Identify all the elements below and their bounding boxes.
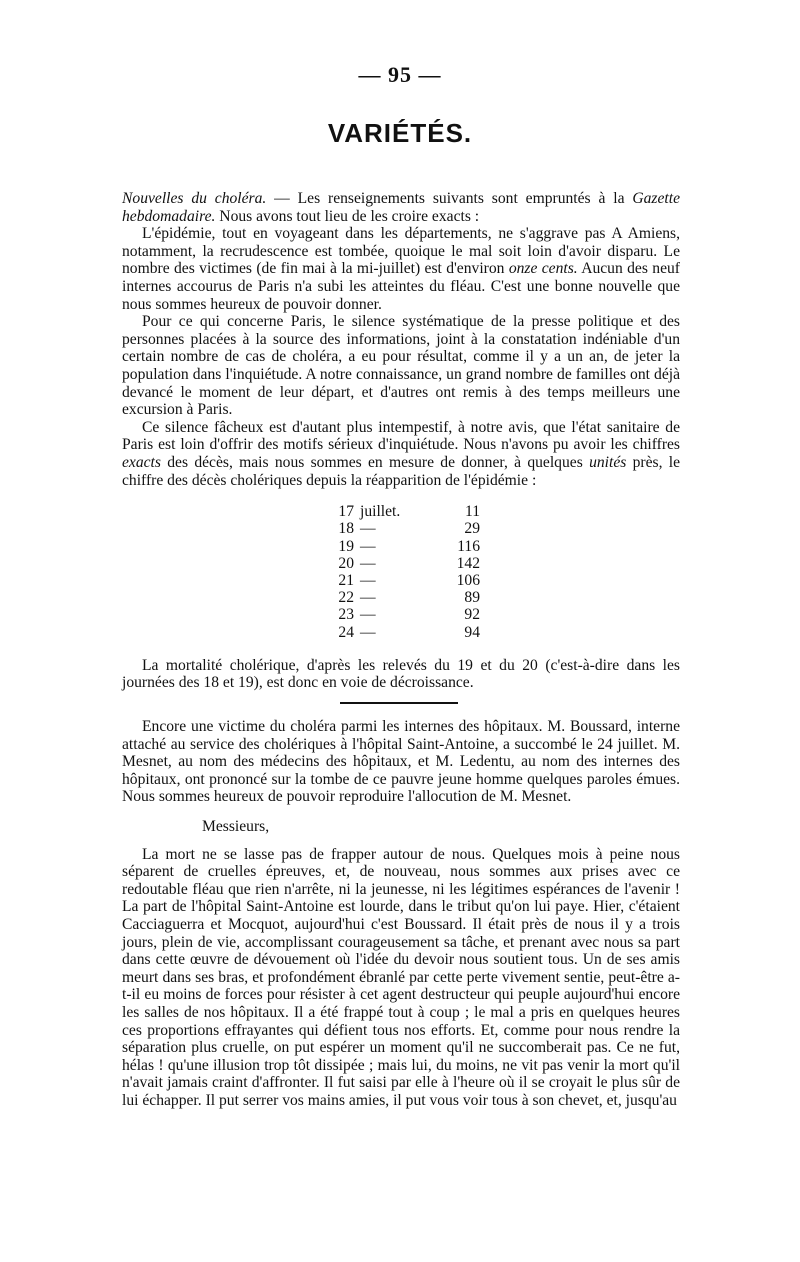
section-divider xyxy=(340,702,458,704)
page-number: — 95 — xyxy=(358,62,442,87)
source-name: Gazette hebdomadaire. xyxy=(122,190,680,225)
cholera-news-lead: Nouvelles du choléra. xyxy=(122,190,267,207)
conclusion-paragraph: La mortalité cholérique, d'après les relevés du 19 et du 20 (c'est-à-dire dans les journées des 18 et 19), est donc en voie de décroissance. xyxy=(122,656,680,692)
amiens-paragraph: L'épidémie, tout en voyageant dans les départements, ne s'aggrave pas A Amiens, notamment, la recrudescence est tombée, quoique le mal soit loin d'avoir disparu. Le nombre des victimes (de fin mai à la mi-juillet) est d'environ onze cents. Aucun des neuf internes accourus de Paris n'a subi les atteintes du fléau. C'est une bonne nouvelle que nous sommes heureux de pouvoir donner. xyxy=(122,225,680,313)
deaths-table xyxy=(314,503,494,641)
boussard-section xyxy=(122,718,680,1109)
table-row: 18 — 29 xyxy=(338,520,480,538)
paris-paragraph: Pour ce qui concerne Paris, le silence systématique de la presse politique et des personnes placées à la source des informations, joint à la constatation indéniable d'un certain nombre de cas de choléra, a eu pour résultat, comme il y a un an, de jeter la population dans l'inquiétude. A notre connaissance, un grand nombre de familles ont déjà devancé le moment de leur départ, et d'autres ont remis à des temps meilleurs une excursion à Paris. xyxy=(122,313,680,419)
table-row: 22 — 89 xyxy=(338,589,480,607)
table-row: 19 — 116 xyxy=(338,537,480,555)
table-row: 24 — 94 xyxy=(338,623,480,641)
section-title: VARIÉTÉS. xyxy=(327,118,473,148)
table-row: 17 juillet. 11 xyxy=(338,503,480,521)
table-row: 20 — 142 xyxy=(338,554,480,572)
silence-paragraph: Ce silence fâcheux est d'autant plus intempestif, à notre avis, que l'état sanitaire de Paris est loin d'offrir des motifs sérieux d'inquiétude. Nous n'avons pu avoir les chiffres exacts des décès, mais nous sommes en mesure de donner, à quelques unités près, le chiffre des décès cholériques depuis la réapparition de l'épidémie : xyxy=(122,418,681,489)
boussard-intro-paragraph: Encore une victime du choléra parmi les internes des hôpitaux. M. Boussard, interne attaché au service des cholériques à l'hôpital Saint-Antoine, a succombé le 24 juillet. M. Mesnet, au nom des médecins des hôpitaux, et M. Ledentu, au nom des internes des hôpitaux, ont prononcé sur la tombe de ce pauvre jeune homme quelques paroles émues. Nous sommes heureux de pouvoir reproduire l'allocution de M. Mesnet. xyxy=(122,718,680,806)
salutation: Messieurs, xyxy=(202,817,270,835)
cholera-news-section xyxy=(122,190,680,692)
cholera-news-intro: Nouvelles du choléra. — Les renseignements suivants sont empruntés à la Gazette hebdomadaire. Nous avons tout lieu de les croire exacts : xyxy=(122,190,680,225)
table-row: 21 — 106 xyxy=(338,571,480,589)
speech-paragraph: La mort ne se lasse pas de frapper autour de nous. Quelques mois à peine nous séparent de cruelles épreuves, et, de nouveau, nous sommes aux prises avec ce redoutable fléau que rien n'arrête, ni la jeunesse, ni les légitimes espérances de l'avenir ! La part de l'hôpital Saint-Antoine est lourde, dans le tribut qu'on lui paye. Hier, c'étaient Cacciaguerra et Mocquot, aujourd'hui c'est Boussard. Il était près de nous il y a trois jours, plein de vie, accomplissant courageusement sa tâche, et prenant avec nous sa part dans cette œuvre de dévouement où l'idée du devoir nous soutient tous. Un de ses amis meurt dans ses bras, et profondément ébranlé par cette perte vivement sentie, peut-être a-t-il eu moins de forces pour résister à cet agent destructeur qui peuple aujourd'hui encore les salles de nos hôpitaux. Il a été frappé tout à coup ; le mal a pris en quelques heures ces proportions effrayantes qui défient tous nos efforts. Et, comme pour nous rendre la séparation plus cruelle, on put espérer un moment qu'il ne succomberait pas. Ce ne fut, hélas ! qu'une illusion trop tôt dissipée ; mais lui, du moins, ne vit pas venir la mort qu'il n'avait jamais craint d'affronter. Il fut saisi par elle à l'heure où il se croyait le plus sûr de lui échapper. Il put serrer vos mains amies, il put vous voir tous à son chevet, et, jusqu'au xyxy=(122,845,680,1109)
table-row: 23 — 92 xyxy=(338,606,480,624)
